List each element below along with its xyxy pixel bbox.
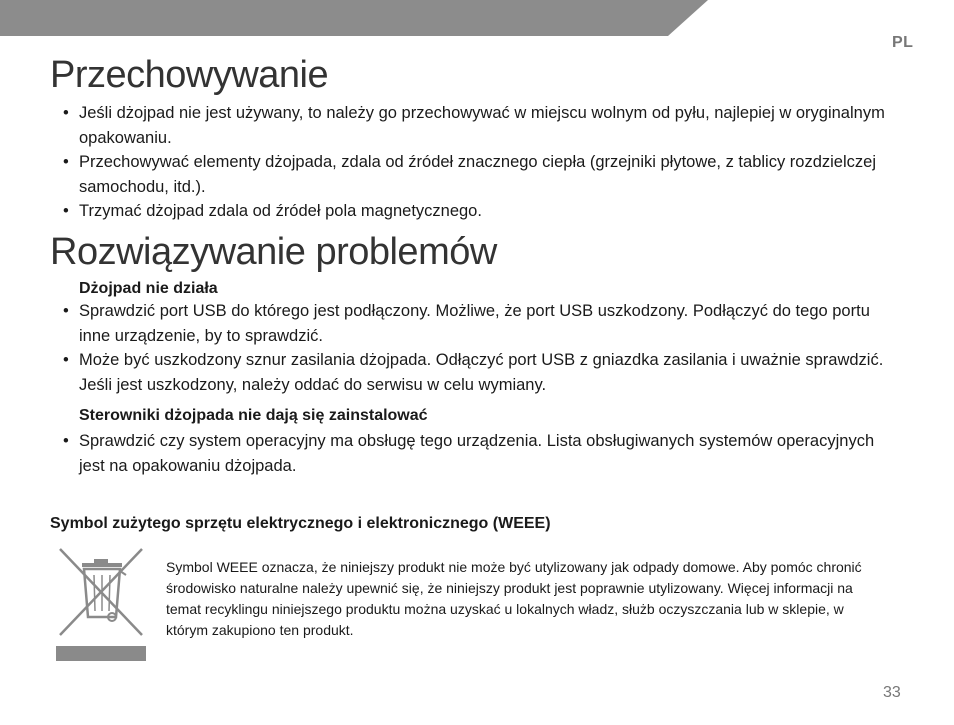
bullet: • <box>63 351 69 369</box>
list-item <box>60 348 890 397</box>
list-item <box>60 199 900 224</box>
language-code: PL <box>892 34 914 51</box>
list-item-text: Może być uszkodzony sznur zasilania dżojpada. Odłączyć port USB z gniazdka zasilania i uważnie sprawdzić. Jeśli jest uszkodzony, należy oddać do serwisu w celu wymiany. <box>79 351 884 394</box>
list-item-text: Przechowywać elementy dżojpada, zdala od źródeł znacznego ciepła (grzejniki płytowe, z tablicy rozdzielczej samochodu, itd.). <box>79 153 876 196</box>
list-item-text: Sprawdzić port USB do którego jest podłączony. Możliwe, że port USB uszkodzony. Podłączyć do tego portu inne urządzenie, by to sprawdzić. <box>79 302 870 345</box>
bullet: • <box>63 104 69 122</box>
page-number: 33 <box>883 684 901 701</box>
weee-heading: Symbol zużytego sprzętu elektrycznego i elektronicznego (WEEE) <box>50 515 551 532</box>
troubleshooting-title: Rozwiązywanie problemów <box>50 231 497 273</box>
subheading-drivers-not-installing: Sterowniki dżojpada nie dają się zainstalować <box>79 407 428 424</box>
crossed-out-wheelie-bin-icon <box>56 545 146 662</box>
list-item <box>60 429 890 478</box>
troubleshooting-list-1 <box>60 299 890 397</box>
header-band <box>0 0 710 36</box>
list-item-text: Jeśli dżojpad nie jest używany, to należy go przechowywać w miejscu wolnym od pyłu, najlepiej w oryginalnym opakowaniu. <box>79 104 885 147</box>
list-item <box>60 299 890 348</box>
list-item <box>60 150 900 199</box>
subheading-joypad-not-working: Dżojpad nie działa <box>79 280 218 297</box>
bullet: • <box>63 432 69 450</box>
storage-list <box>60 101 900 224</box>
bullet: • <box>63 202 69 220</box>
troubleshooting-list-2 <box>60 429 890 478</box>
bullet: • <box>63 153 69 171</box>
list-item <box>60 101 900 150</box>
storage-title: Przechowywanie <box>50 54 329 96</box>
bullet: • <box>63 302 69 320</box>
list-item-text: Sprawdzić czy system operacyjny ma obsługę tego urządzenia. Lista obsługiwanych systemów operacyjnych jest na opakowaniu dżojpada. <box>79 432 875 475</box>
list-item-text: Trzymać dżojpad zdala od źródeł pola magnetycznego. <box>79 202 482 220</box>
weee-description: Symbol WEEE oznacza, że niniejszy produkt nie może być utylizowany jak odpady domowe. Aby pomóc chronić środowisko naturalne należy upewnić się, że niniejszy produkt jest poprawnie utylizowany. Więcej informacji na temat recyklingu niniejszego produktu można uzyskać u lokalnych władz, służb oczyszczania lub w sklepie, w którym zakupiono ten produkt. <box>166 559 862 638</box>
header-band-shape <box>0 0 710 36</box>
